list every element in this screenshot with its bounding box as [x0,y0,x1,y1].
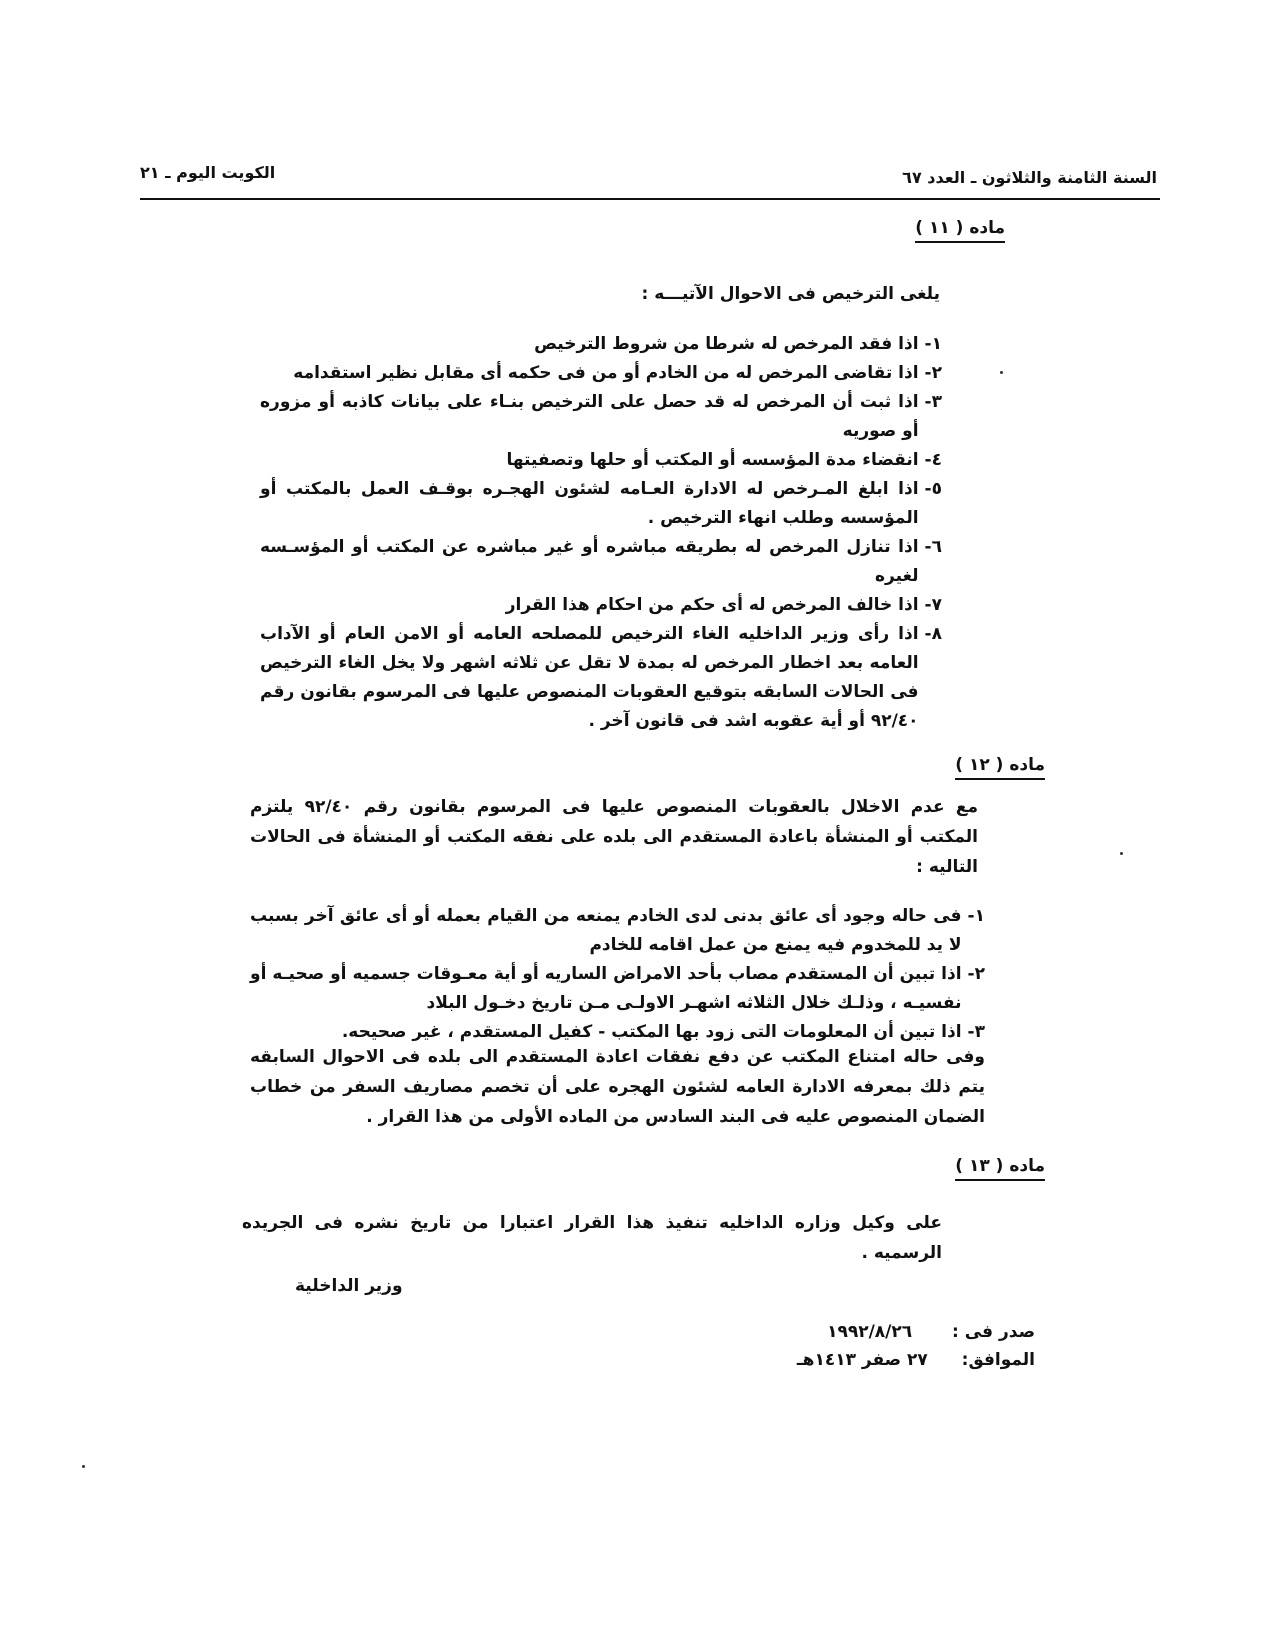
scan-speck [82,1465,85,1468]
issued-date-row [827,1322,1035,1342]
list-item [260,446,942,475]
list-item [250,960,985,1018]
article-11-title: ماده ( ١١ ) [915,218,1005,238]
item-text: اذا تبين أن المعلومات التى زود بها المكتب - كفيل المستقدم ، غير صحيحه. [341,1022,962,1042]
article-11-underline [915,241,1005,243]
item-number: ٦- [924,537,942,557]
item-text: اذا تنازل المرخص له بطريقه مباشره أو غير مباشره عن المكتب أو المؤسـسه لغيره [260,537,919,586]
item-text: اذا ثبت أن المرخص له قد حصل على الترخيص بنـاء على بيانات كاذبه أو مزوره أو صوريه [260,392,919,441]
item-number: ٥- [924,479,942,499]
article-11-list [260,330,942,736]
article-12-intro: مع عدم الاخلال بالعقوبات المنصوص عليها فى المرسوم بقانون رقم ٩٢/٤٠ يلتزم المكتب أو المنشأة باعادة المستقدم الى بلده على نفقه المكتب أو المنشأة فى الحالات التاليه : [250,797,978,877]
list-item [260,475,942,533]
article-13-text: على وكيل وزاره الداخليه تنفيذ هذا القرار اعتبارا من تاريخ نشره فى الجريده الرسميه . [242,1213,942,1263]
article-12-closing: وفى حاله امتناع المكتب عن دفع نفقات اعادة المستقدم الى بلده فى الاحوال السابقه يتم ذلك بمعرفه الادارة العامه لشئون الهجره على أن تخصم مصاريف السفر من خطاب الضمان المنصوص عليه فى البند السادس من الماده الأولى من هذا القرار . [250,1047,985,1127]
issued-label: صدر فى : [952,1322,1035,1342]
item-text: اذا خالف المرخص له أى حكم من احكام هذا القرار [505,595,919,615]
list-item [260,330,942,359]
item-number: ٧- [924,595,942,615]
item-text: اذا تقاضى المرخص له من الخادم أو من فى حكمه أى مقابل نظير استقدامه [293,363,919,383]
corresponding-label: الموافق: [961,1350,1035,1370]
article-12-heading [955,755,1045,775]
item-text: فى حاله وجود أى عائق بدنى لدى الخادم يمنعه من القيام بعمله أو أى عائق آخر بسبب لا يد للمخدوم فيه يمنع من عمل اقامه للخادم [250,906,962,955]
item-text: انقضاء مدة المؤسسه أو المكتب أو حلها وتصفيتها [506,450,919,470]
item-text: اذا رأى وزير الداخليه الغاء الترخيص للمصلحه العامه أو الامن العام أو الآداب العامه بعد اخطار المرخص له بمدة لا تقل عن ثلاثه اشهر ولا يخل الغاء الترخيص فى الحالات السابقه بتوقيع العقوبات المنصوص عليها فى المرسوم بقانون رقم ٩٢/٤٠ أو أية عقوبه اشد فى قانون آخر . [260,624,919,731]
item-number: ١- [967,906,985,926]
item-number: ٢- [924,363,942,383]
article-12-title: ماده ( ١٢ ) [955,755,1045,775]
list-item [260,359,942,388]
item-text: اذا تبين أن المستقدم مصاب بأحد الامراض الساريه أو أية معـوقات جسميه أو صحيـه أو نفسيـه ، وذلـك خلال الثلاثه اشهـر الاولـى مـن تاريخ دخـول البلاد [250,964,962,1013]
item-number: ٣- [967,1022,985,1042]
header-issue-label: السنة الثامنة والثلاثون ـ العدد ٦٧ [902,168,1157,187]
issued-value: ١٩٩٢/٨/٢٦ [827,1322,913,1342]
article-12-underline [955,778,1045,780]
item-text: اذا ابلغ المـرخص له الادارة العـامه لشئون الهجـره بوقـف العمل بالمكتب أو المؤسسه وطلب انهاء الترخيص . [260,479,919,528]
scan-speck [1000,371,1003,374]
minister-signature: وزير الداخلية [295,1276,403,1296]
item-text: اذا فقد المرخص له شرطا من شروط الترخيص [534,334,919,354]
list-item [260,388,942,446]
scan-speck [1120,852,1123,855]
corresponding-value: ٢٧ صفر ١٤١٣هـ [796,1350,928,1370]
header-page-label: الكويت اليوم ـ ٢١ [140,163,276,182]
header-rule [140,198,1160,200]
item-number: ٢- [967,964,985,984]
list-item [260,533,942,591]
item-number: ٤- [924,450,942,470]
article-11-heading [915,218,1005,238]
item-number: ٨- [924,624,942,644]
article-13-heading [955,1156,1045,1176]
article-12-list [250,902,985,1047]
item-number: ٣- [924,392,942,412]
list-item [250,902,985,960]
article-13-title: ماده ( ١٣ ) [955,1156,1045,1176]
corresponding-date-row [797,1350,1035,1370]
article-11-intro: يلغى الترخيص فى الاحوال الآتيـــه : [641,284,940,304]
list-item [260,620,942,736]
article-13-underline [955,1179,1045,1181]
list-item [260,591,942,620]
item-number: ١- [924,334,942,354]
